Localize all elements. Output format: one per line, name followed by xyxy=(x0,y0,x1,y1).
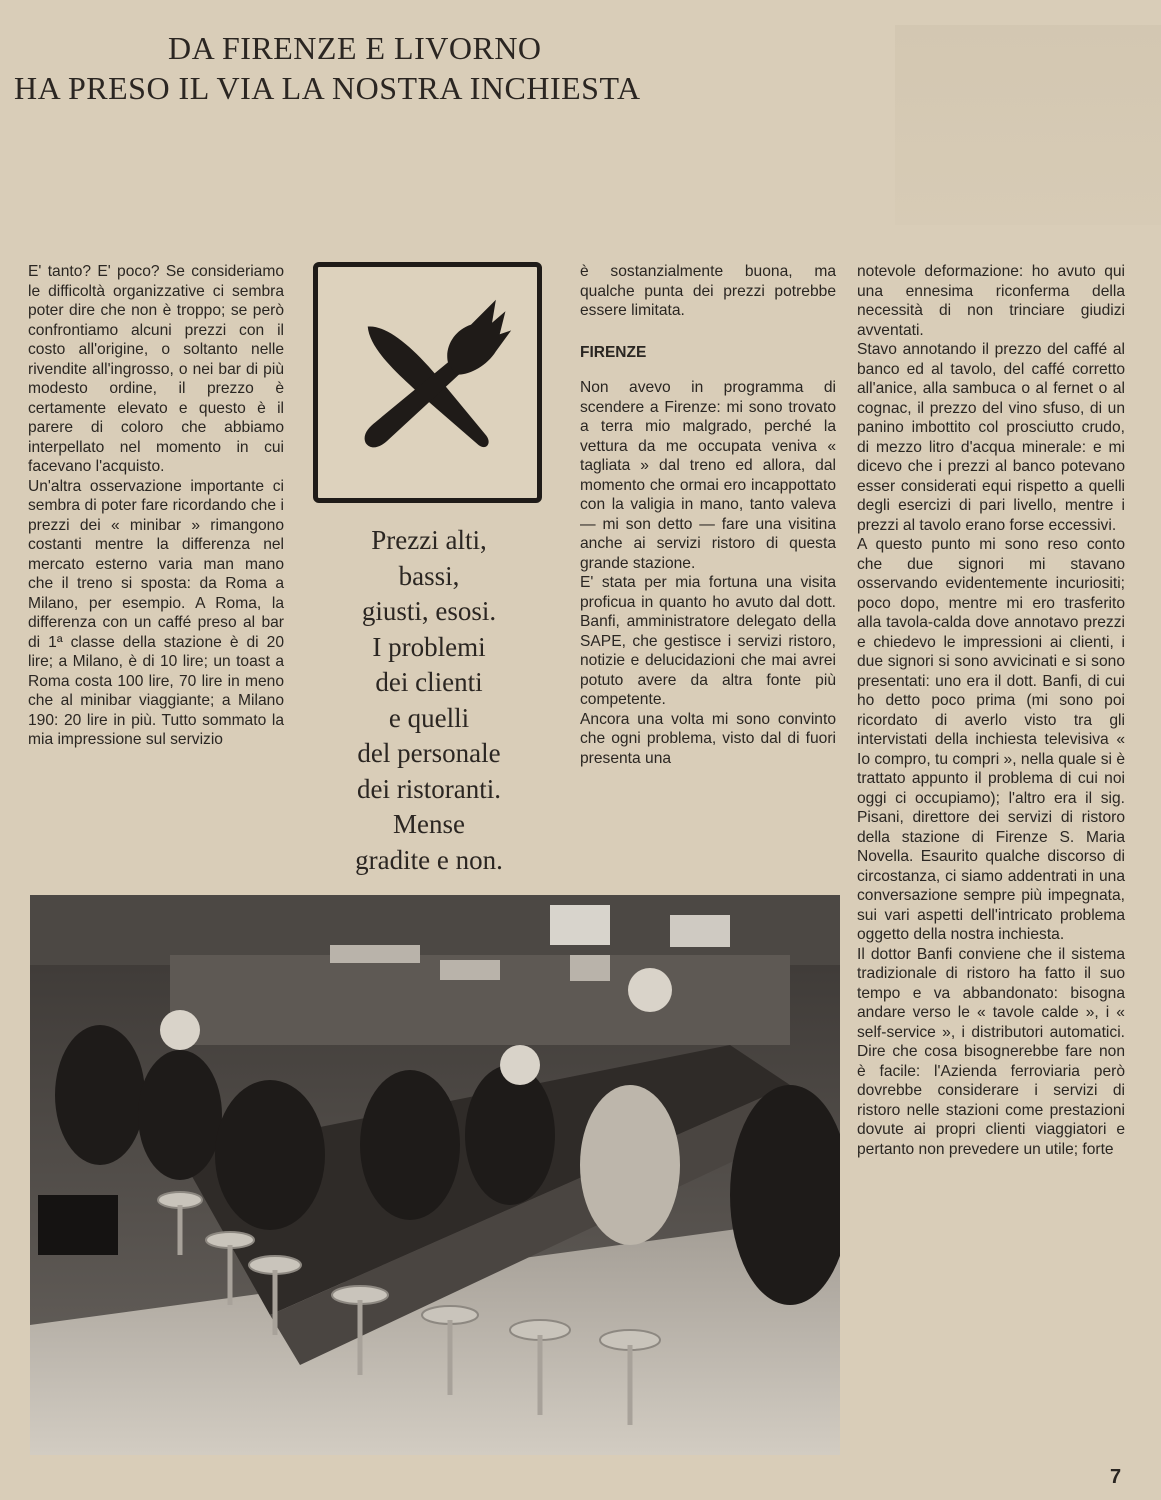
column3-paragraph: E' stata per mia fortuna una visita proficua in quanto ho avuto dal dott. Banfi, amministratore delegato della SAPE, che gestisce i servizi ristoro, notizie e delucidazioni che mai avrei potuto avere da altra fonte più competente. xyxy=(580,574,836,708)
section-heading-firenze: FIRENZE xyxy=(580,343,647,361)
pull-quote-line: dei clienti xyxy=(375,667,483,697)
headline-line-2: HA PRESO IL VIA LA NOSTRA INCHIESTA xyxy=(14,70,641,106)
pull-quote-line: del personale xyxy=(357,738,501,768)
column3-intro: è sostanzialmente buona, ma qualche punta dei prezzi potrebbe essere limitata. xyxy=(580,263,836,319)
column1-paragraph: Un'altra osservazione importante ci sembra di poter fare ricordando che i prezzi dei « minibar » rimangono costanti mentre la differenza nel mercato esterno varia man mano che il treno si sposta: da Roma a Milano, per esempio. A Roma, la differenza con un caffé preso al bar di 1ª classe della stazione è di 20 lire; a Milano, è di 10 lire; un toast a Roma costa 100 lire, 70 lire in meno che al minibar viaggiante; a Milano 190: 20 lire in più. Tutto sommato la mia impressione sul servizio xyxy=(28,477,284,748)
column1-paragraph: E' tanto? E' poco? Se consideriamo le difficoltà organizzative ci sembra poter dire che non è troppo; se però confrontiamo alcuni prezzi con il costo all'origine, o soltanto nelle rivendite all'ingrosso, o nei bar di più modesto ordine, il prezzo è certamente elevato e questo è il parere di coloro che abbiamo interpellato nel momento in cui facevano l'acquisto. xyxy=(28,263,284,475)
pull-quote-line: gradite e non. xyxy=(355,844,503,875)
article-column-3 xyxy=(580,262,836,768)
station-bar-photo xyxy=(30,895,840,1455)
cutlery-symbol-box xyxy=(313,262,542,503)
pull-quote-line: bassi, xyxy=(398,560,460,591)
article-headline xyxy=(0,28,900,108)
page-number: 7 xyxy=(1110,1466,1122,1488)
column3-paragraph: Non avevo in programma di scendere a Firenze: mi sono trovato a terra mio malgrado, perché la vettura da me occupata veniva « tagliata » dal treno ed allora, dal momento che ormai ero incappottato con la valigia in mano, tanto valeva — mi son detto — fare una visitina anche ai servizi ristoro di questa grande stazione. xyxy=(580,379,836,572)
column4-paragraph: Stavo annotando il prezzo del caffé al banco ed al tavolo, del caffé corretto all'anice, alla sambuca o al fernet o al cognac, il prezzo del vino sfuso, di un panino imbottito col prosciutto crudo, di mezzo litro d'acqua minerale: e mi dicevo che i prezzi al banco potevano esser considerati equi rispetto a quelli degli esercizi di pari livello, mentre i prezzi al tavolo erano forse eccessivi. xyxy=(857,341,1125,534)
pull-quote-line: I problemi xyxy=(372,631,486,662)
photo-illustration xyxy=(30,895,840,1455)
headline-line-1: DA FIRENZE E LIVORNO xyxy=(168,30,542,66)
pull-quote-line: Prezzi alti, xyxy=(371,525,487,555)
pull-quote-line: giusti, esosi. xyxy=(361,596,497,626)
pull-quote xyxy=(318,523,540,878)
column3-paragraph: Ancora una volta mi sono convinto che ogni problema, visto dal di fuori presenta una xyxy=(580,710,836,767)
page-bleed-shadow xyxy=(895,25,1161,225)
article-column-4 xyxy=(857,262,1125,1159)
column4-paragraph: A questo punto mi sono reso conto che due signori mi stavano osservando evidentemente incuriositi; poco dopo, mentre mi ero trasferito alla tavola-calda dove annotavo prezzi e chiedevo le impressioni ai clienti, i due signori si sono avvicinati e si sono presentati: uno era il dott. Banfi, di cui ho detto poco prima (mi sono poi ricordato di averlo visto tra gli intervistati della inchiesta televisiva « Io compro, tu compri », nella quale si è trattato appunto il problema di cui noi oggi ci occupiamo); l'altro era il sig. Pisani, direttore dei servizi di ristoro della stazione di Firenze S. Maria Novella. Esaurito qualche discorso di circostanza, ci siamo addentrati in una conversazione sempre più impegnata, sui vari aspetti dell'intricato problema oggetto della nostra inchiesta. xyxy=(857,536,1125,943)
pull-quote-line: dei ristoranti. xyxy=(357,773,501,804)
pull-quote-line: Mense xyxy=(393,809,465,839)
column4-paragraph: Il dottor Banfi conviene che il sistema tradizionale di ristoro ha fatto il suo tempo e va abbandonato: bisogna andare verso le « tavole calde », i « self-service », i distributori automatici. Dire che cosa bisognerebbe fare non è facile: l'Azienda ferroviaria però dovrebbe considerare i servizi di ristoro nelle stazioni come prestazioni dovute ai propri clienti viaggiatori e pertanto non prevedere un utile; forte xyxy=(857,945,1125,1158)
pull-quote-line: e quelli xyxy=(388,702,470,733)
column4-paragraph: notevole deformazione: ho avuto qui una ennesima riconferma della necessità di non trinciare giudizi avventati. xyxy=(857,263,1125,339)
article-column-1 xyxy=(28,262,284,750)
fork-and-knife-icon xyxy=(318,267,537,498)
